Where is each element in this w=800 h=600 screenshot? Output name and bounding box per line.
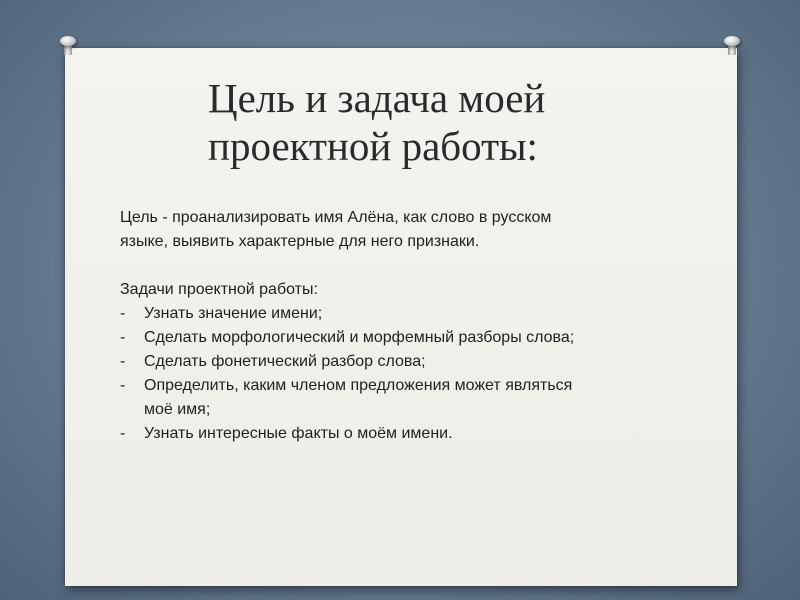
goal-paragraph: [120, 206, 700, 254]
list-item: [120, 350, 700, 374]
tasks-heading: Задачи проектной работы:: [120, 281, 318, 298]
list-marker: -: [120, 305, 126, 322]
task-text: Сделать фонетический разбор слова;: [144, 353, 426, 370]
slide-body: [120, 206, 700, 446]
tasks-list: [120, 302, 700, 446]
list-item: [120, 326, 700, 350]
task-text: Сделать морфологический и морфемный разборы слова;: [144, 329, 575, 346]
list-item: [120, 302, 700, 326]
list-marker: -: [120, 377, 126, 394]
goal-line-1: Цель - проанализировать имя Алёна, как слово в русском: [120, 209, 552, 226]
slide-title-line-2: проектной работы:: [208, 123, 538, 169]
slide-title: [120, 74, 680, 170]
slide-title-line-1: Цель и задача моей: [208, 75, 546, 121]
task-text: Узнать значение имени;: [144, 305, 323, 322]
goal-line-2: языке, выявить характерные для него признаки.: [120, 233, 480, 250]
pushpin-right-icon: [724, 36, 740, 56]
task-text: Определить, каким членом предложения может являться: [144, 377, 573, 394]
list-marker: -: [120, 425, 126, 442]
list-marker: -: [120, 329, 126, 346]
list-item: [120, 422, 700, 446]
task-text: Узнать интересные факты о моём имени.: [144, 425, 453, 442]
list-item: [120, 374, 700, 422]
list-marker: -: [120, 353, 126, 370]
pushpin-left-icon: [60, 36, 76, 56]
task-text-continued: моё имя;: [144, 401, 211, 418]
